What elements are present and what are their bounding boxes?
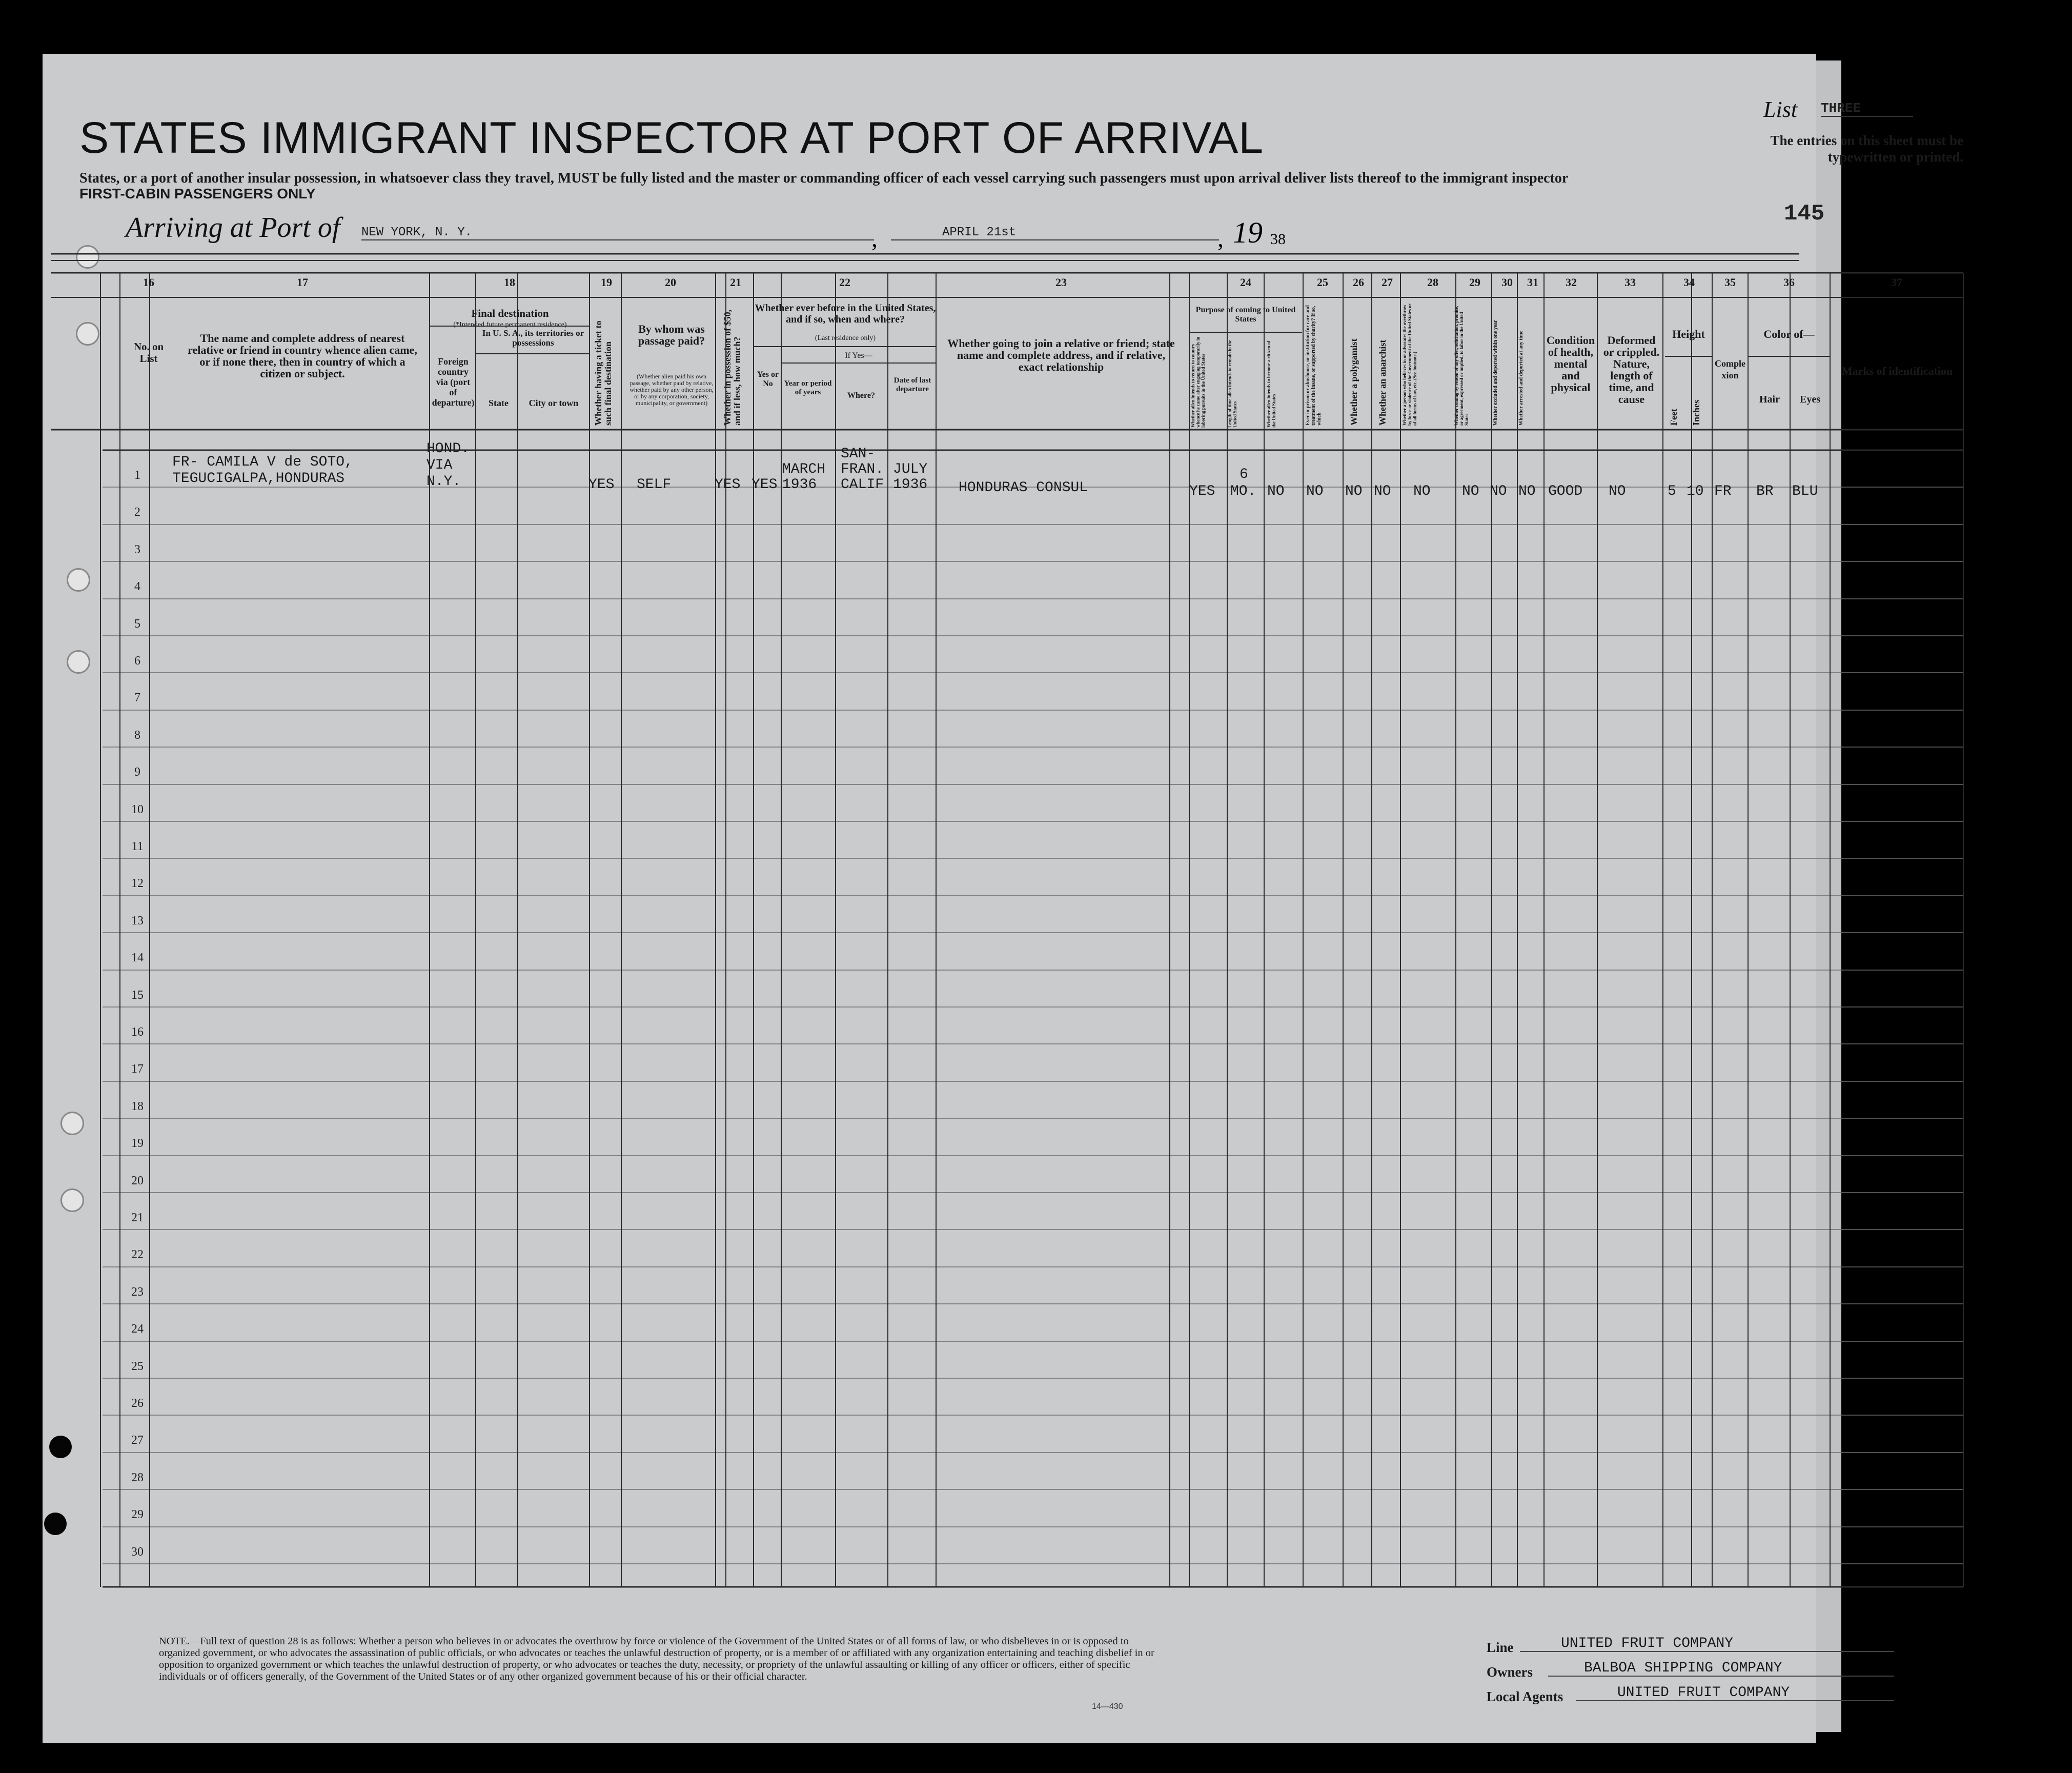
- complexion-value: FR: [1714, 483, 1732, 499]
- health-value: GOOD: [1548, 483, 1583, 499]
- column-number: 19: [601, 276, 612, 289]
- row-number: 27: [131, 1434, 144, 1447]
- row-number: 16: [131, 1025, 144, 1039]
- header-in-usa: In U. S. A., its territories or possessions: [482, 328, 584, 348]
- header-date-last-departure: Date of last departure: [893, 376, 931, 393]
- hair-value: BR: [1756, 483, 1774, 499]
- row-number: 20: [131, 1174, 144, 1187]
- owners-label: Owners: [1487, 1664, 1533, 1680]
- row-number: 22: [131, 1248, 144, 1261]
- row-number: 14: [131, 951, 144, 964]
- header-eyes: Eyes: [1800, 394, 1820, 405]
- header-length-of-stay: Length of time alien intends to remain in the United States: [1227, 340, 1237, 428]
- row-number: 17: [131, 1062, 144, 1076]
- column-number: 32: [1566, 276, 1577, 289]
- footnote-question-28: NOTE.—Full text of question 28 is as follows: Whether a person who believes in or advocates the overthrow by force or violence of the Government of the United States or of all forms of law, or who disbelieves in or is opposed to organized government, or who advocates the assassination of public officials, or who advocates or teaches the unlawful destruction of property, or is a member of or affiliated with any organization entertaining and teaching disbelief in or opposition to organized government or which teaches the unlawful destruction of property, or who advocates or teaches the duty, necessity, or propriety of the unlawful assaulting or killing of any officer or officers, either of specific individuals or of officers generally, of the Government of the United States or of any other organized government because of his or their official character.: [159, 1636, 1154, 1682]
- column-number: 21: [730, 276, 741, 289]
- column-number: 24: [1240, 276, 1251, 289]
- column-number: 25: [1317, 276, 1328, 289]
- header-city: City or town: [529, 398, 579, 408]
- citizen-value: NO: [1267, 483, 1285, 499]
- year-suffix: 38: [1270, 231, 1286, 248]
- column-number: 28: [1427, 276, 1438, 289]
- agents-value: UNITED FRUIT COMPANY: [1576, 1685, 1894, 1701]
- row-number: 23: [131, 1285, 144, 1299]
- header-excluded: Whether excluded and deported within one year: [1493, 320, 1498, 426]
- length-of-stay-value: 6: [1240, 467, 1248, 482]
- header-purpose: Purpose of coming to United States: [1195, 306, 1296, 324]
- row-number: 7: [134, 691, 140, 704]
- header-deported: Whether arrested and deported at any time: [1518, 330, 1524, 426]
- column-number: 18: [504, 276, 515, 289]
- header-deformed: Deformed or crippled. Nature, length of time, and cause: [1603, 334, 1660, 406]
- header-polygamist: Whether a polygamist: [1349, 338, 1359, 426]
- where-value: SAN-: [841, 446, 876, 462]
- header-fifty-dollars: Whether in possession of $50, and if less, how much?: [722, 309, 742, 426]
- anarchist-value: NO: [1374, 483, 1391, 499]
- labor-offer-value: NO: [1462, 483, 1479, 499]
- header-last-residence: (Last residence only): [815, 334, 876, 342]
- page-number: 145: [1784, 201, 1825, 227]
- row-number: 19: [131, 1137, 144, 1150]
- header-before-in-us: Whether ever before in the United States, and if so, when and where?: [755, 303, 936, 325]
- relative-name: FR- CAMILA V de SOTO,: [172, 454, 353, 470]
- last-departure-value: 1936: [893, 477, 928, 493]
- header-going-to-join: Whether going to join a relative or friend; state name and complete address, and if relative, exact relationship: [947, 337, 1175, 373]
- column-number: 33: [1624, 276, 1636, 289]
- column-number: 29: [1469, 276, 1480, 289]
- column-number: 17: [297, 276, 308, 289]
- row-number: 2: [134, 506, 140, 519]
- header-final-destination-sub: (*Intended future permanent residence): [453, 321, 567, 329]
- foreign-country-value: HOND.: [426, 441, 470, 457]
- row-number: 29: [131, 1508, 144, 1521]
- prison-value: NO: [1306, 483, 1324, 499]
- column-number: 31: [1527, 276, 1538, 289]
- header-anarchist: Whether an anarchist: [1377, 339, 1388, 426]
- row-number: 13: [131, 914, 144, 928]
- header-feet: Feet: [1669, 409, 1679, 426]
- row-number: 15: [131, 989, 144, 1002]
- year-value: 1936: [782, 477, 817, 493]
- column-number: 16: [143, 276, 154, 289]
- row-number: 1: [134, 469, 140, 482]
- length-of-stay-value: MO.: [1230, 483, 1256, 499]
- form-number: 14—430: [1092, 1702, 1123, 1711]
- header-where: Where?: [847, 391, 875, 400]
- comma: ,: [1217, 225, 1224, 252]
- comma: ,: [871, 225, 878, 252]
- header-foreign-country: Foreign country via (port of departure): [432, 356, 475, 408]
- row-number: 12: [131, 877, 144, 890]
- ticket-value: YES: [588, 477, 615, 493]
- column-number: 26: [1353, 276, 1364, 289]
- header-height: Height: [1672, 328, 1705, 340]
- header-passage-paid: By whom was passage paid?: [638, 323, 705, 347]
- row-number: 24: [131, 1322, 144, 1336]
- header-color-of: Color of—: [1763, 328, 1815, 340]
- year-prefix: 19: [1233, 216, 1263, 249]
- row-number: 25: [131, 1360, 144, 1373]
- header-health: Condition of health, mental and physical: [1546, 334, 1595, 394]
- header-overthrow: Whether a person who believes in or advocates the overthrow by force or violence of the Government of the United States or of all forms of law, etc. (See footnote.): [1402, 304, 1417, 426]
- header-if-yes: If Yes—: [845, 351, 872, 360]
- year-value: MARCH: [782, 461, 826, 477]
- owners-value: BALBOA SHIPPING COMPANY: [1548, 1660, 1894, 1677]
- column-number: 23: [1055, 276, 1067, 289]
- date-value: APRIL 21st: [891, 226, 1219, 240]
- header-return-intent: Whether alien intends to return to country whence he came after engaging temporarily in laboring pursuits in the United States: [1190, 336, 1206, 428]
- row-number: 6: [134, 654, 140, 668]
- header-inches: Inches: [1691, 399, 1701, 426]
- list-label: List: [1763, 97, 1798, 122]
- header-state: State: [489, 398, 509, 408]
- column-number: 37: [1891, 276, 1902, 289]
- where-value: FRAN.: [841, 461, 884, 477]
- foreign-country-value: N.Y.: [426, 474, 461, 490]
- row-number: 10: [131, 803, 144, 816]
- header-yes-or-no: Yes or No: [757, 370, 779, 388]
- header-complexion: Complexion: [1715, 358, 1745, 380]
- port-value: NEW YORK, N. Y.: [361, 226, 874, 240]
- header-prison: Ever in prison or almshouse, or institution for care and treatment of the insane, or supported by charity? If so, which: [1305, 305, 1322, 426]
- column-number: 34: [1683, 276, 1695, 289]
- joining-value: HONDURAS CONSUL: [959, 480, 1088, 496]
- row-number: 3: [134, 543, 140, 556]
- header-final-destination: Final destination: [471, 307, 549, 319]
- line-value: UNITED FRUIT COMPANY: [1520, 1636, 1894, 1652]
- header-ticket: Whether having a ticket to such final destination: [593, 320, 613, 426]
- arriving-label: Arriving at Port of: [126, 212, 340, 244]
- foreign-country-value: VIA: [426, 457, 453, 473]
- row-number: 30: [131, 1545, 144, 1559]
- polygamist-value: NO: [1345, 483, 1363, 499]
- column-number: 36: [1783, 276, 1795, 289]
- eyes-value: BLU: [1792, 483, 1818, 499]
- inches-value: 10: [1687, 483, 1704, 499]
- column-number: 27: [1382, 276, 1393, 289]
- fifty-dollars-value: YES: [715, 477, 741, 493]
- line-label: Line: [1487, 1640, 1514, 1655]
- column-number: 22: [839, 276, 850, 289]
- deformed-value: NO: [1609, 483, 1626, 499]
- list-value: THREE: [1821, 100, 1913, 117]
- overthrow-value: NO: [1413, 483, 1431, 499]
- feet-value: 5: [1668, 483, 1676, 499]
- header-nearest-relative: The name and complete address of nearest relative or friend in country whence alien came, or if none there, then in country of which a citizen or subject.: [188, 332, 417, 380]
- header-citizen-intent: Whether alien intends to become a citizen of the United States: [1266, 340, 1276, 428]
- row-number: 8: [134, 729, 140, 742]
- instructions-text: States, or a port of another insular possession, in whatsoever class they travel, MUST be fully listed and the master or commanding officer of each vessel carrying such passengers must upon arrival deliver lists thereof to the immigrant inspector: [79, 170, 1569, 186]
- excluded-value: NO: [1490, 483, 1507, 499]
- deported-value: NO: [1518, 483, 1536, 499]
- column-number: 20: [665, 276, 676, 289]
- where-value: CALIF: [841, 477, 884, 493]
- form-title: STATES IMMIGRANT INSPECTOR AT PORT OF ARRIVAL: [79, 113, 1264, 163]
- header-marks-of-identification: Marks of identification: [1841, 365, 1953, 377]
- header-year: Year or period of years: [784, 379, 832, 396]
- header-no-on-list: No. on List: [133, 340, 164, 365]
- header-hair: Hair: [1759, 394, 1780, 405]
- row-number: 5: [134, 617, 140, 631]
- return-intent-value: YES: [1189, 483, 1215, 499]
- row-number: 4: [134, 580, 140, 593]
- passage-paid-value: SELF: [637, 477, 672, 493]
- passenger-class-text: FIRST-CABIN PASSENGERS ONLY: [79, 186, 316, 202]
- entries-note: The entries on this sheet must be typewritten or printed.: [1770, 133, 1963, 165]
- row-number: 28: [131, 1471, 144, 1484]
- row-number: 9: [134, 765, 140, 779]
- agents-label: Local Agents: [1487, 1689, 1563, 1704]
- row-number: 21: [131, 1211, 144, 1224]
- column-number: 35: [1724, 276, 1736, 289]
- header-passage-paid-sub: (Whether alien paid his own passage, whether paid by relative, whether paid by any other person, or by any corporation, society, municipality, or government): [629, 373, 714, 407]
- row-number: 26: [131, 1397, 144, 1410]
- row-number: 18: [131, 1100, 144, 1113]
- row-number: 11: [131, 840, 144, 853]
- last-departure-value: JULY: [893, 461, 928, 477]
- before-in-us-value: YES: [751, 477, 778, 493]
- column-number: 30: [1501, 276, 1513, 289]
- header-labor-offer: Whether coming by reason of any offer, solicitation, promise, or agreement, expressed or implied, to labor in the United States: [1454, 306, 1469, 426]
- relative-address: TEGUCIGALPA,HONDURAS: [172, 471, 345, 487]
